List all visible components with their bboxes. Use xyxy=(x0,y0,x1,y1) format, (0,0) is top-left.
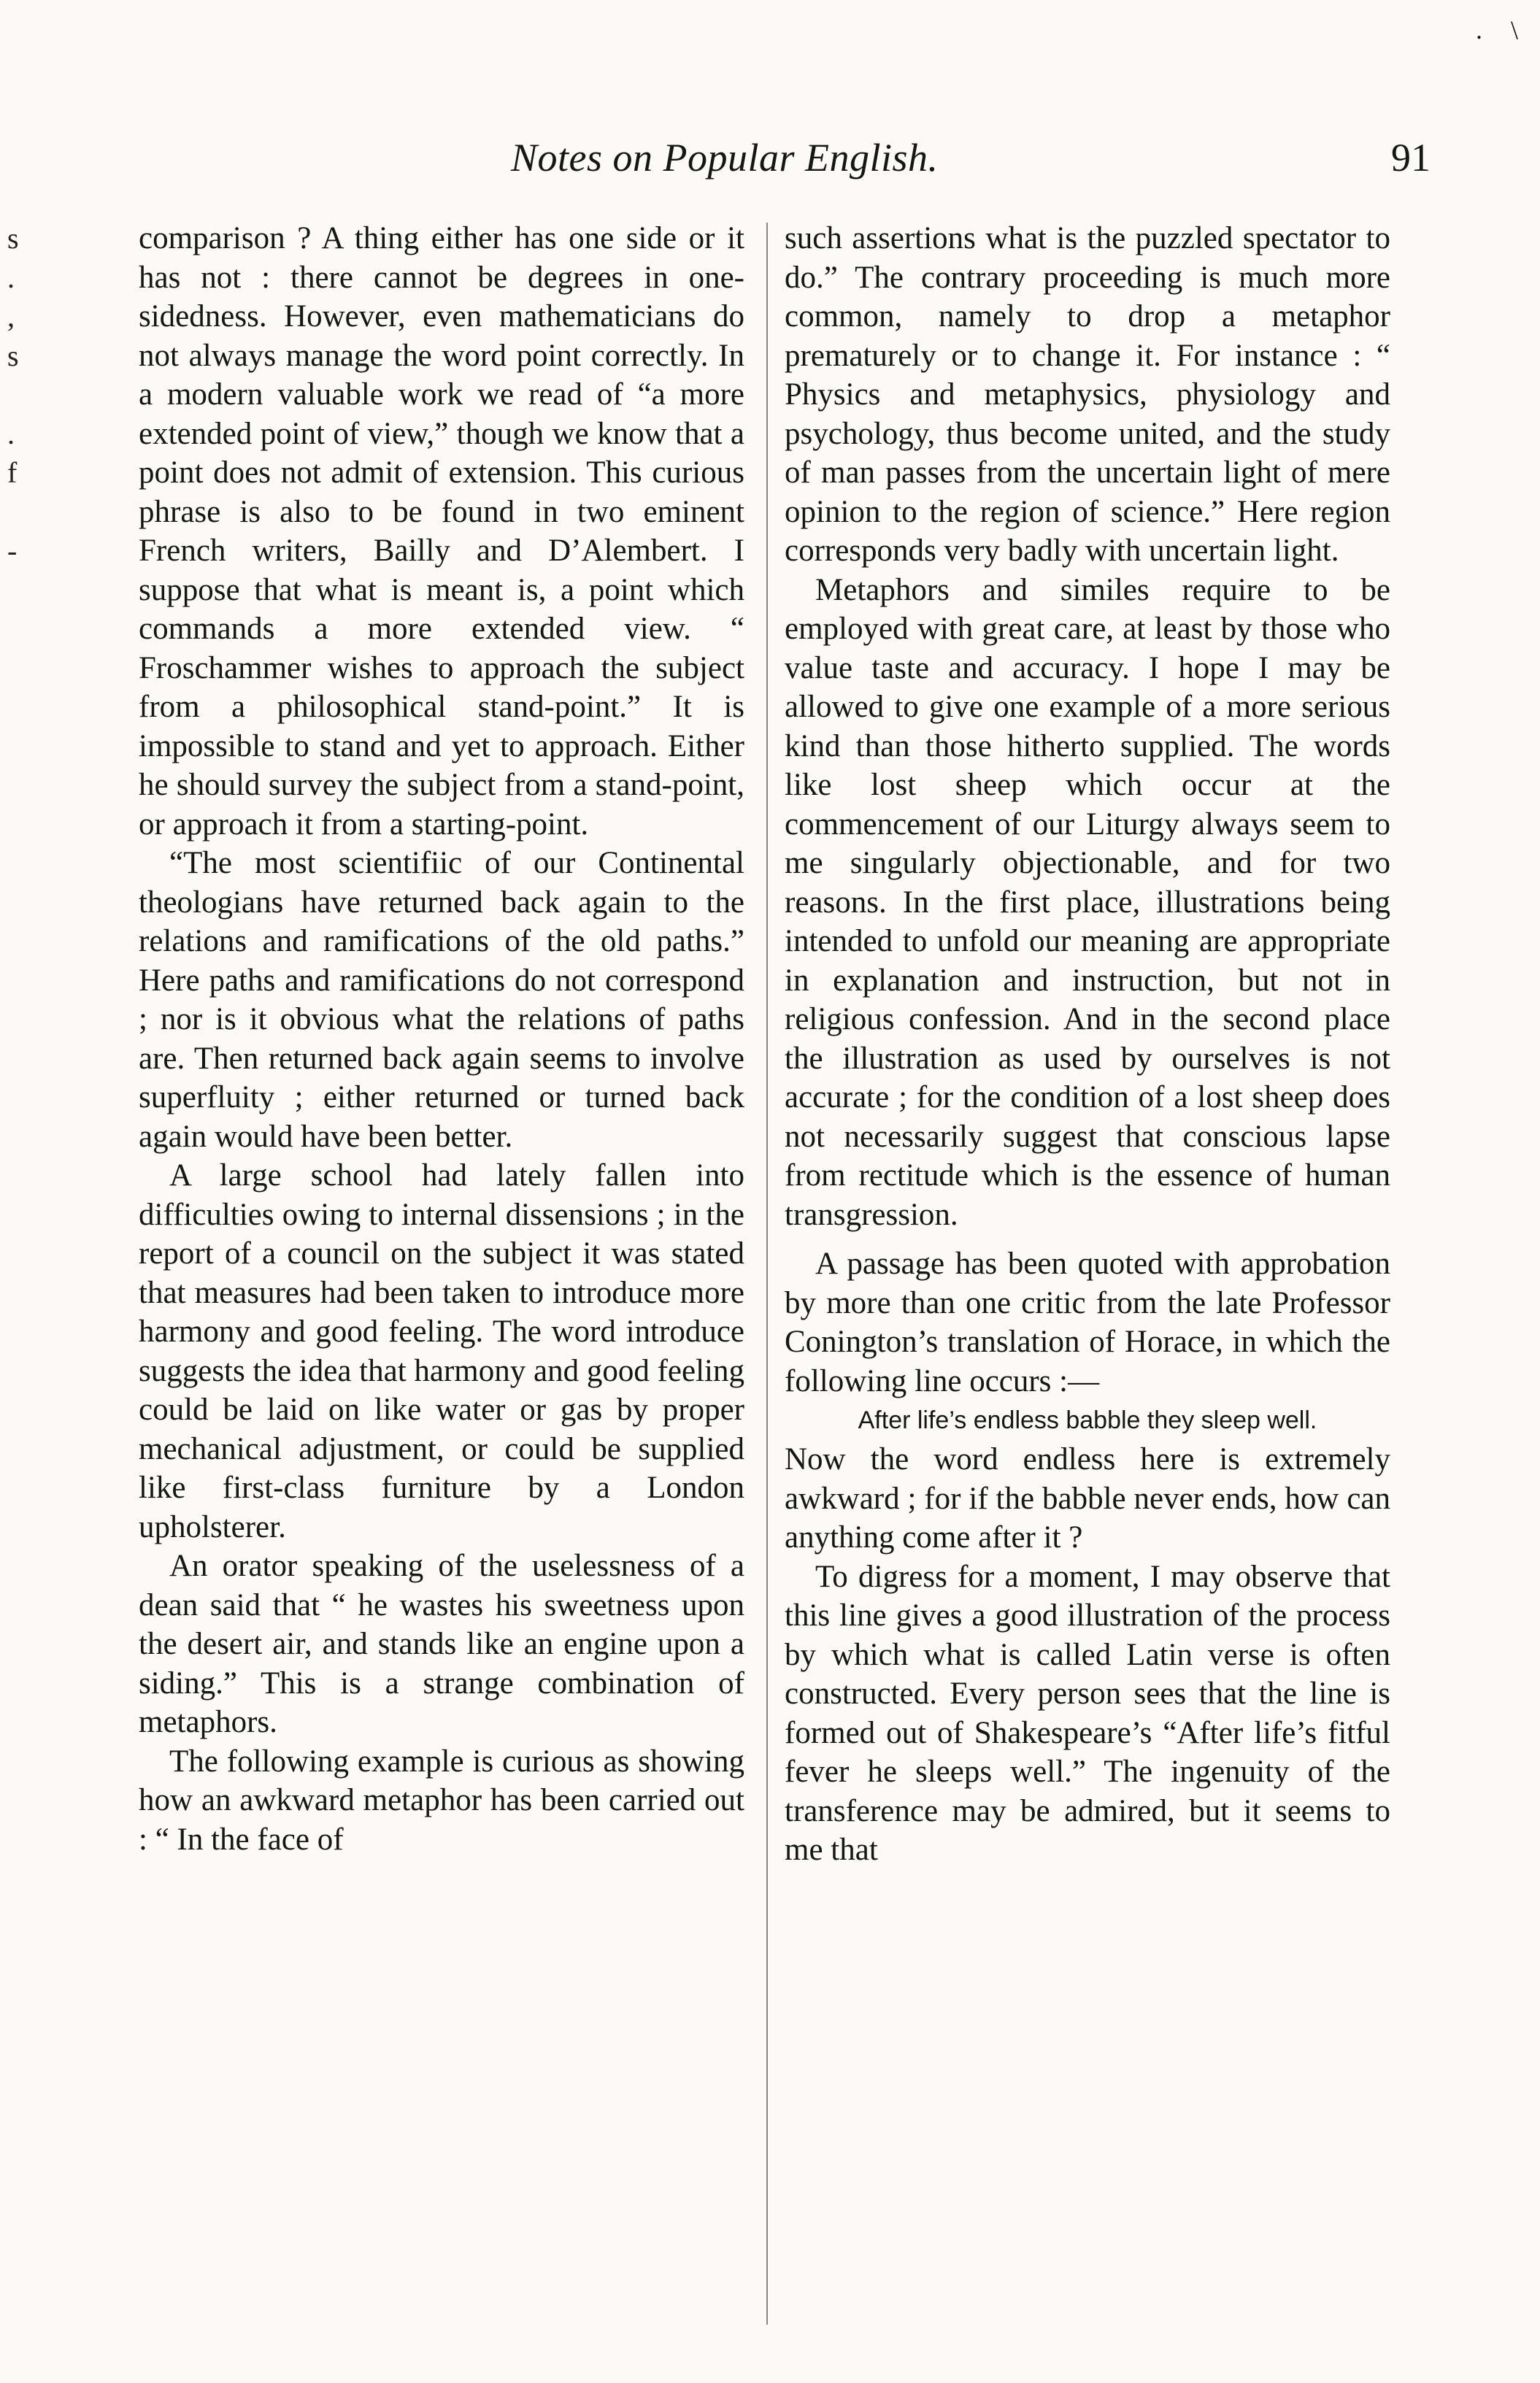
margin-mark: s xyxy=(7,339,19,372)
paragraph: To digress for a moment, I may observe that this line gives a good illustration of the process by which what is called Latin verse is often constructed. Every person sees that the line is formed out of Shakespeare’s “After life’s fitful fever he sleeps well.” The ingenuity of the transference may be admired, but it seems to me that xyxy=(785,1559,1390,1867)
margin-mark: , xyxy=(7,300,15,333)
paragraph: The following example is curious as showing how an awkward metaphor has been carried out : “ In the face of xyxy=(139,1744,744,1857)
margin-mark: f xyxy=(7,456,18,489)
paragraph: An orator speaking of the uselessness of a dean said that “ he wastes his sweetness upon the desert air, and stands like an engine upon a siding.” This is a strange combination of metaphors. xyxy=(139,1549,744,1739)
left-column xyxy=(139,219,744,1859)
paragraph: Metaphors and similes require to be employed with great care, at least by those who value taste and accuracy. I hope I may be allowed to give one example of a more serious kind than those hitherto supplied. The words like lost sheep which occur at the commencement of our Liturgy always seem to me singularly objectionable, and for two reasons. In the first place, illustrations being intended to unfold our meaning are appropriate in explanation and instruction, but not in religious confession. And in the second place the illustration as used by ourselves is not accurate ; for the condition of a lost sheep does not necessarily suggest that conscious lapse from rectitude which is the essence of human transgression. xyxy=(785,572,1390,1232)
paragraph: Now the word endless here is extremely awkward ; for if the babble never ends, how can anything come after it ? xyxy=(785,1442,1390,1555)
verse-quotation: After life’s endless babble they sleep well. xyxy=(858,1406,1317,1434)
paragraph: A large school had lately fallen into difficulties owing to internal dissensions ; in the report of a council on the subject it was stated that measures had been taken to introduce more harmony and good feeling. The word introduce suggests the idea that harmony and good feeling could be laid on like water or gas by proper mechanical adjustment, or could be supplied like first-class furniture by a London upholsterer. xyxy=(139,1158,744,1544)
margin-mark xyxy=(7,493,36,532)
stray-mark: . xyxy=(1475,15,1482,45)
page-number: 91 xyxy=(1391,136,1431,180)
margin-mark: . xyxy=(7,261,15,294)
paragraph: such assertions what is the puzzled spectator to do.” The contrary proceeding is much more common, namely to drop a metaphor prematurely or to change it. For instance : “ Physics and metaphysics, physiology and psychology, thus become united, and the study of man passes from the uncertain light of mere opinion to the region of science.” Here region corresponds very badly with uncertain light. xyxy=(785,221,1390,568)
stray-mark: \ xyxy=(1510,15,1518,45)
margin-mark xyxy=(7,375,36,415)
paragraph: A passage has been quoted with approbation by more than one critic from the late Professor Conington’s translation of Horace, in which the following line occurs :— xyxy=(785,1247,1390,1398)
page-header xyxy=(365,135,1445,193)
margin-mark: - xyxy=(7,534,18,567)
right-column xyxy=(785,219,1390,1870)
paragraph: comparison ? A thing either has one side or it has not : there cannot be degrees in one-sidedness. However, even mathematicians do not always manage the word point correctly. In a modern valuable work we read of “a more extended point of view,” though we know that a point does not admit of extension. This curious phrase is also to be found in two eminent French writers, Bailly and D’Alembert. I suppose that what is meant is, a point which commands a more extended view. “ Froschammer wishes to approach the subject from a philosophical stand-point.” It is impossible to stand and yet to approach. Either he should survey the subject from a stand-point, or approach it from a starting-point. xyxy=(139,221,744,842)
column-divider xyxy=(766,223,768,2325)
margin-mark: s xyxy=(7,222,19,255)
stray-marks xyxy=(1454,15,1518,45)
running-head: Notes on Popular English. xyxy=(511,136,939,180)
margin-mark: . xyxy=(7,417,15,450)
paragraph: “The most scientifiic of our Continental theologians have returned back again to the relations and ramifications of the old paths.” Here paths and ramifications do not correspond ; nor is it obvious what the relations of paths are. Then returned back again seems to involve superfluity ; either returned or turned back again would have been better. xyxy=(139,846,744,1154)
margin-marks xyxy=(7,219,36,571)
